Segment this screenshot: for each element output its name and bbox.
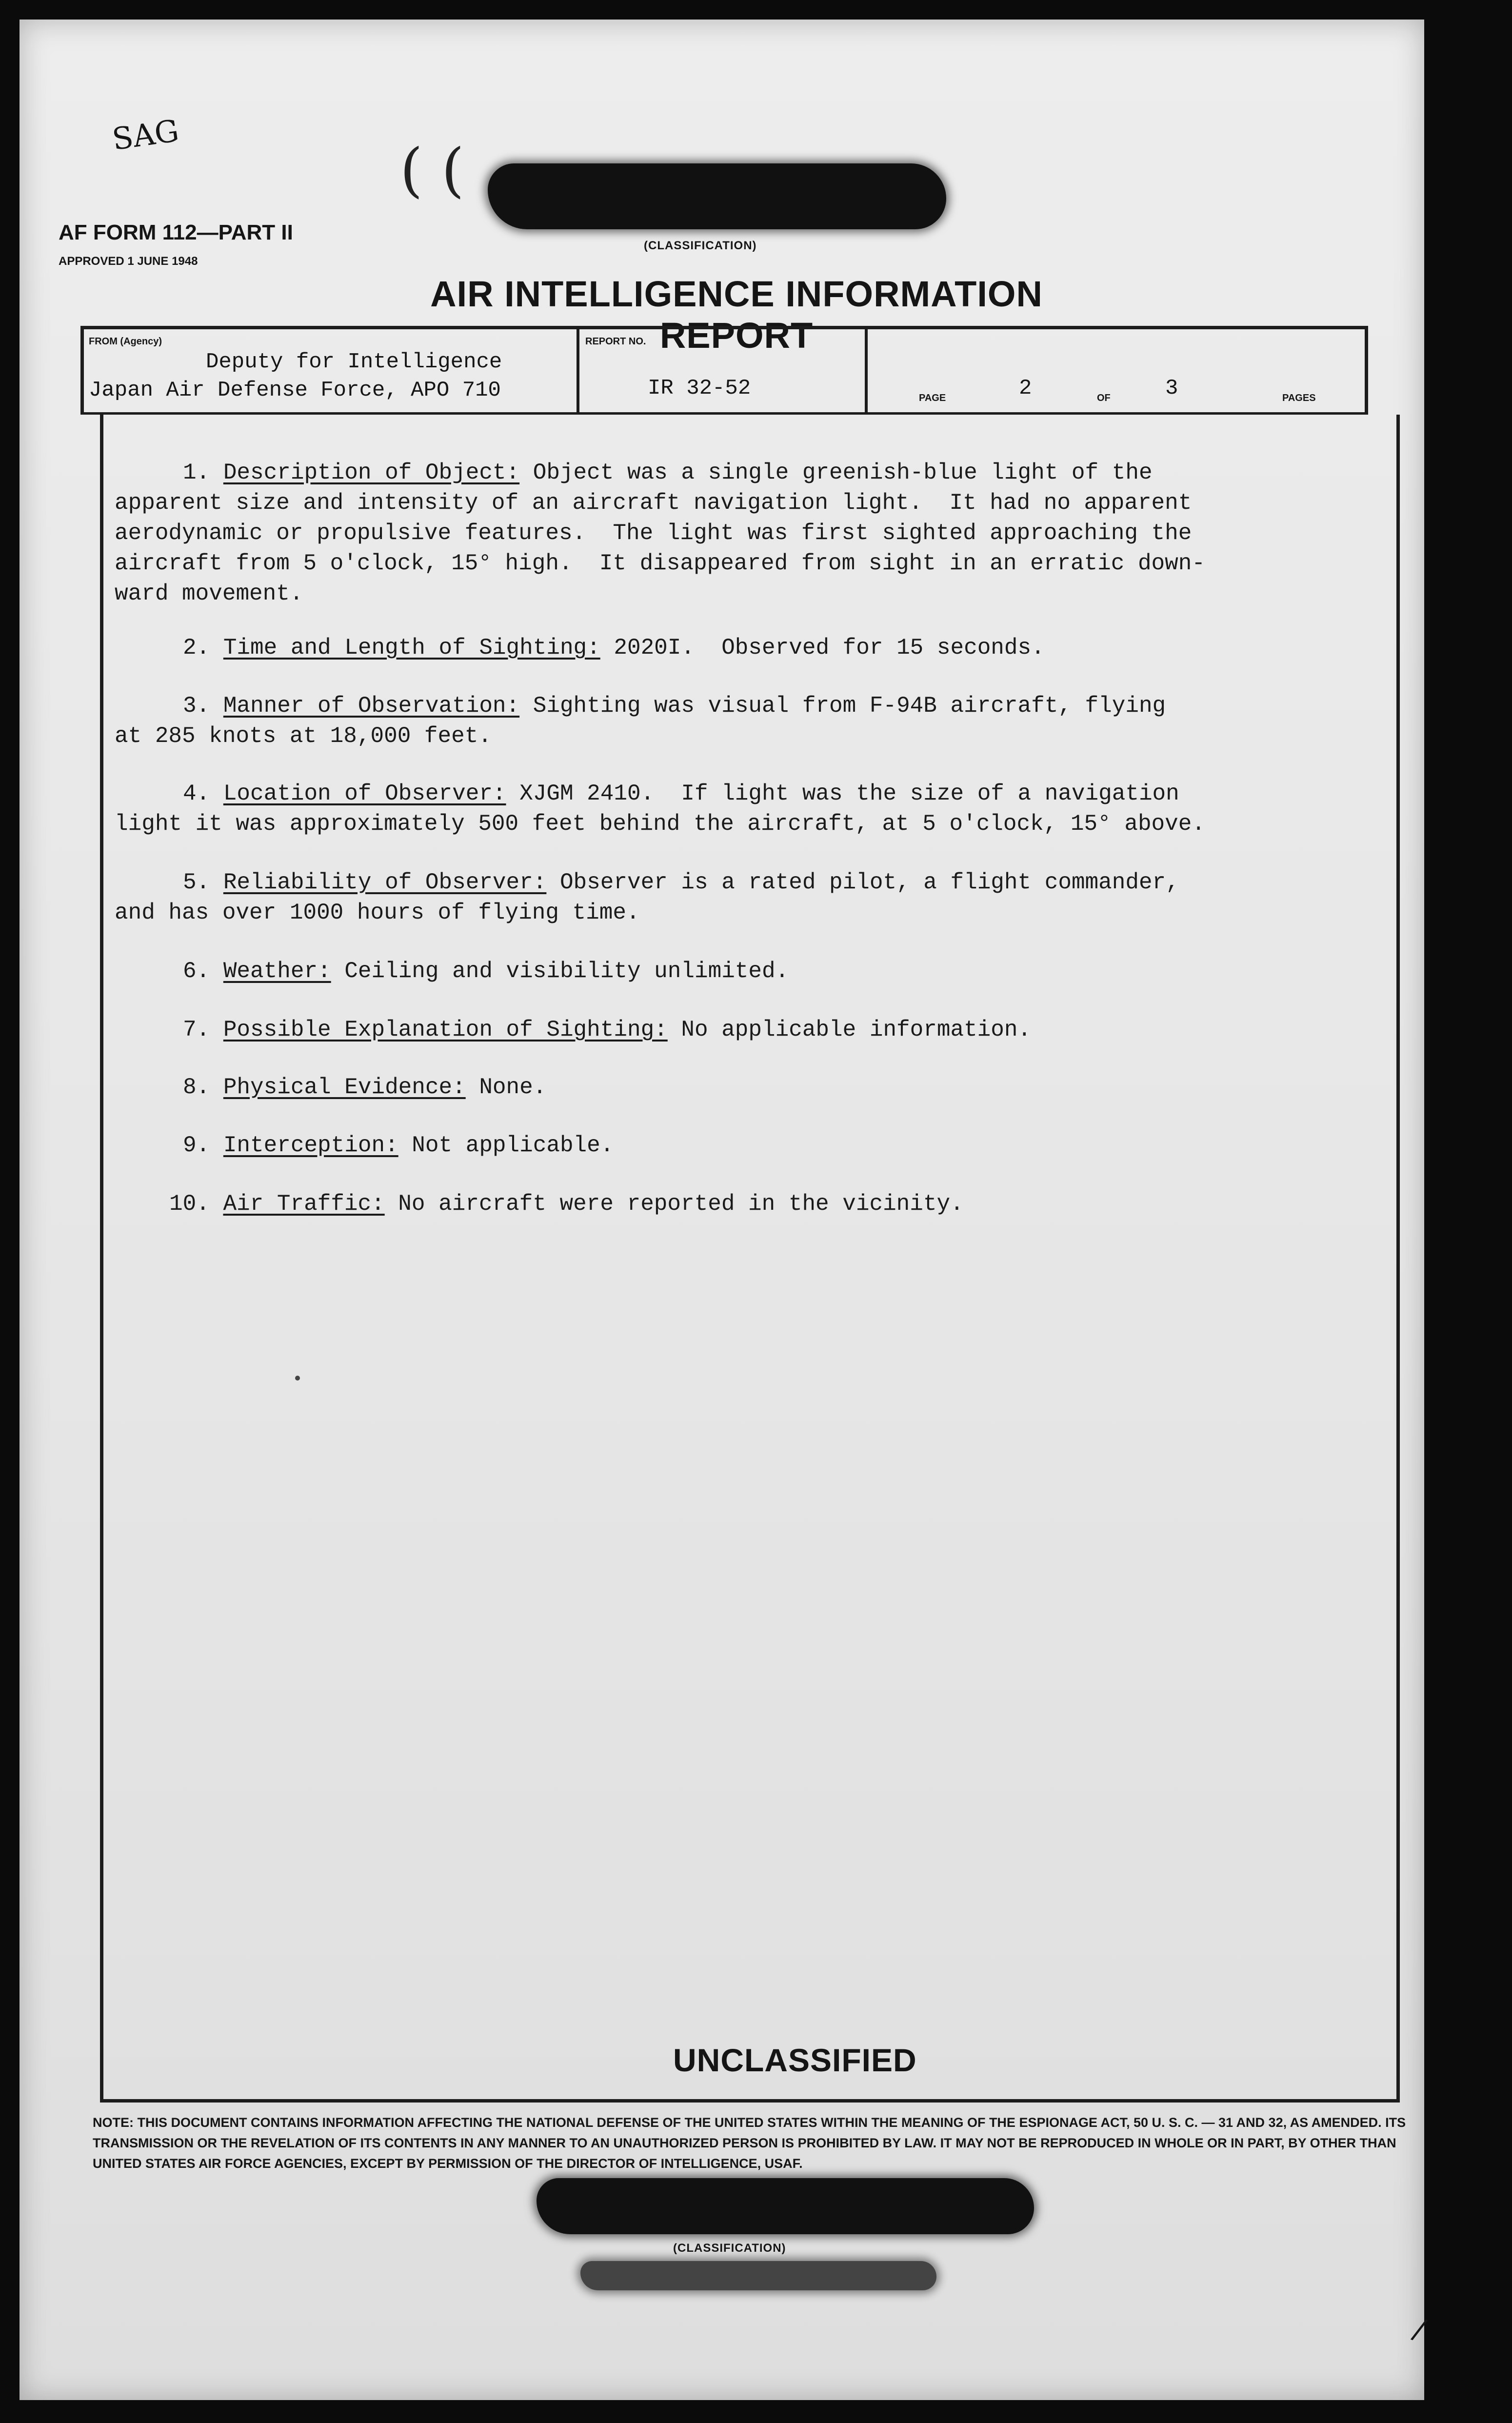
paragraph-text-line: light it was approximately 500 feet behind the aircraft, at 5 o'clock, 15° above. xyxy=(115,811,1205,837)
paragraph-number: 1. xyxy=(183,460,210,485)
paragraph-text-line: XJGM 2410. If light was the size of a navigation xyxy=(506,781,1179,806)
paragraph-number: 9. xyxy=(183,1133,210,1158)
paragraph-text-line: 2020I. Observed for 15 seconds. xyxy=(600,635,1045,661)
document-page xyxy=(20,20,1430,2400)
paragraph-number: 2. xyxy=(183,635,210,661)
paragraph-heading: Location of Observer: xyxy=(223,781,506,806)
paragraph-text-line: at 285 knots at 18,000 feet. xyxy=(115,723,492,749)
top-redaction-marks: ( ( xyxy=(400,137,464,204)
from-line2: Japan Air Defense Force, APO 710 xyxy=(89,378,501,402)
from-cell xyxy=(84,329,577,412)
paragraph-5 xyxy=(115,867,1179,928)
paragraph-heading: Manner of Observation: xyxy=(223,693,520,719)
paragraph-text-line: ward movement. xyxy=(115,581,303,606)
form-id: AF FORM 112—PART II xyxy=(59,220,293,244)
bottom-extra-redaction xyxy=(580,2261,936,2290)
paragraph-heading: Air Traffic: xyxy=(223,1191,385,1217)
paragraph-heading: Weather: xyxy=(223,959,331,984)
paragraph-text-line: aerodynamic or propulsive features. The light was first sighted approaching the xyxy=(115,521,1192,546)
paragraph-number: 6. xyxy=(183,959,210,984)
paragraph-3 xyxy=(115,691,1166,751)
paragraph-number: 8. xyxy=(183,1075,210,1100)
report-title: AIR INTELLIGENCE INFORMATION REPORT xyxy=(430,274,1043,356)
paragraph-8 xyxy=(115,1072,546,1102)
paragraph-number: 4. xyxy=(183,781,210,806)
unclassified-stamp: UNCLASSIFIED xyxy=(673,2042,917,2078)
paragraph-number: 7. xyxy=(183,1017,210,1042)
paragraph-heading: Description of Object: xyxy=(223,460,520,485)
paragraph-text-line: Sighting was visual from F-94B aircraft, flying xyxy=(519,693,1166,719)
paragraph-number: 3. xyxy=(183,693,210,719)
report-no-value: IR 32-52 xyxy=(648,376,751,400)
paragraph-text-line: Not applicable. xyxy=(398,1133,614,1158)
of-label: OF xyxy=(1097,393,1111,403)
paragraph-text-line: Ceiling and visibility unlimited. xyxy=(331,959,789,984)
from-label: FROM (Agency) xyxy=(89,336,162,347)
paragraph-text-line: Object was a single greenish-blue light of the xyxy=(519,460,1153,485)
paragraph-10 xyxy=(115,1189,964,1219)
paragraph-number: 5. xyxy=(183,870,210,895)
report-no-label: REPORT NO. xyxy=(585,336,646,347)
form-approved-date: APPROVED 1 JUNE 1948 xyxy=(59,255,198,268)
paragraph-text-line: No applicable information. xyxy=(667,1017,1032,1042)
paragraph-heading: Reliability of Observer: xyxy=(223,870,547,895)
paragraph-text-line: and has over 1000 hours of flying time. xyxy=(115,900,640,925)
paragraph-number: 10. xyxy=(169,1191,210,1217)
paragraph-text-line: No aircraft were reported in the vicinity. xyxy=(384,1191,964,1217)
page-label: PAGE xyxy=(919,393,946,403)
paragraph-heading: Possible Explanation of Sighting: xyxy=(223,1017,668,1042)
paragraph-heading: Physical Evidence: xyxy=(223,1075,466,1100)
header-table xyxy=(80,326,1368,415)
bottom-classification-redaction xyxy=(537,2178,1034,2234)
page-speck xyxy=(295,1376,300,1381)
top-classification-caption: (CLASSIFICATION) xyxy=(644,239,757,252)
pages-label: PAGES xyxy=(1282,393,1316,403)
paragraph-9 xyxy=(115,1130,614,1161)
bottom-classification-caption: (CLASSIFICATION) xyxy=(673,2242,786,2255)
paragraph-2 xyxy=(115,633,1045,663)
total-pages-value: 3 xyxy=(1165,376,1178,400)
paragraph-heading: Interception: xyxy=(223,1133,398,1158)
paragraph-text-line: Observer is a rated pilot, a flight commander, xyxy=(546,870,1179,895)
top-classification-redaction xyxy=(488,163,946,229)
paragraph-text-line: aircraft from 5 o'clock, 15° high. It disappeared from sight in an erratic down- xyxy=(115,551,1205,576)
handwritten-mark: SAG xyxy=(110,112,181,158)
paragraph-1 xyxy=(115,458,1205,609)
corner-mark: / xyxy=(1409,2311,1430,2347)
paragraph-6 xyxy=(115,956,789,986)
report-body-frame xyxy=(100,415,1400,2103)
paragraph-heading: Time and Length of Sighting: xyxy=(223,635,600,661)
paragraph-text-line: None. xyxy=(465,1075,547,1100)
page-value: 2 xyxy=(1019,376,1032,400)
paragraph-7 xyxy=(115,1015,1031,1045)
from-line1: Deputy for Intelligence xyxy=(206,350,502,374)
report-no-cell xyxy=(579,329,865,412)
paragraph-4 xyxy=(115,779,1205,839)
page-cell xyxy=(868,329,1365,412)
espionage-act-note: NOTE: THIS DOCUMENT CONTAINS INFORMATION AFFECTING THE NATIONAL DEFENSE OF THE UNITED STATES WITHIN THE MEANING OF THE ESPIONAGE ACT, 50 U. S. C. — 31 AND 32, AS AMENDED. ITS TRANSMISSION OR THE REVELATION OF ITS CONTENTS IN ANY MANNER TO AN UNAUTHORIZED PERSON IS PROHIBITED BY LAW. IT MAY NOT BE REPRODUCED IN WHOLE OR IN PART, BY OTHER THAN UNITED STATES AIR FORCE AGENCIES, EXCEPT BY PERMISSION OF THE DIRECTOR OF INTELLIGENCE, USAF. xyxy=(93,2115,1406,2171)
paragraph-text-line: apparent size and intensity of an aircraft navigation light. It had no apparent xyxy=(115,490,1192,516)
